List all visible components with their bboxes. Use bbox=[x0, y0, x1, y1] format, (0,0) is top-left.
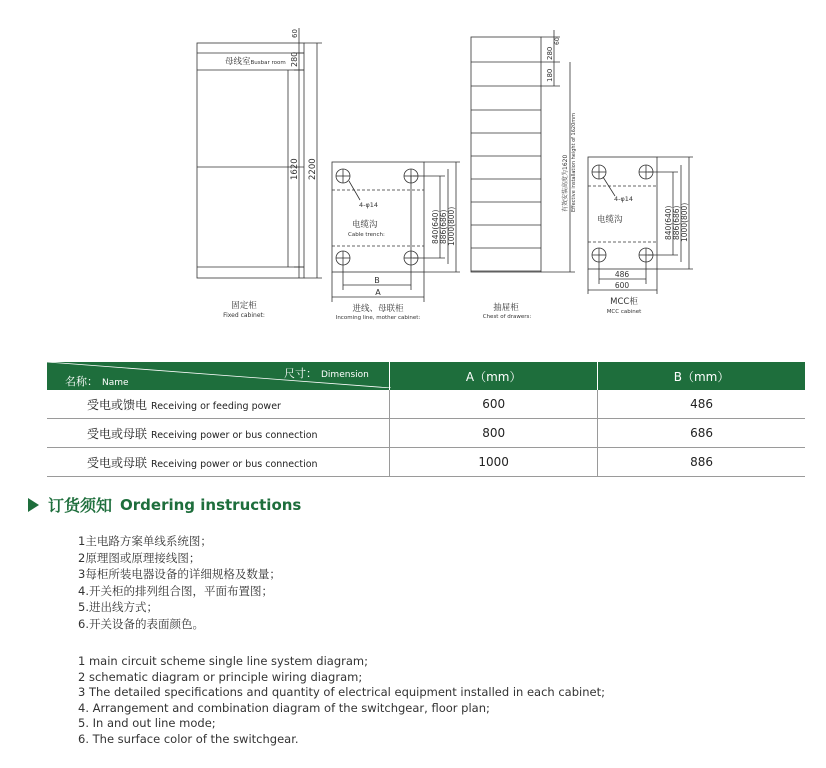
incoming-cabinet-plan bbox=[332, 162, 424, 272]
fixed-dim-60: 60 bbox=[291, 29, 299, 38]
incoming-caption-en: Incoming line, mother cabinet: bbox=[335, 315, 421, 321]
busbar-room-label: 母线室Busbar room bbox=[225, 57, 286, 67]
incoming-dim-b: B bbox=[374, 276, 380, 285]
row-name: 受电或馈电 Receiving or feeding power bbox=[47, 390, 390, 419]
table-row bbox=[47, 390, 805, 419]
mcc-dim-1000: 1000(800) bbox=[680, 202, 689, 242]
list-item: 4.开关柜的排列组合图，平面布置图； bbox=[78, 583, 273, 598]
fixed-caption-cn: 固定柜 bbox=[231, 301, 257, 311]
list-item: 5. In and out line mode; bbox=[78, 716, 216, 730]
list-item: 2原理图或原理接线图； bbox=[78, 550, 201, 565]
mcc-hole-label: 4-φ14 bbox=[614, 195, 634, 203]
cabinet-drawings bbox=[0, 0, 826, 340]
table-row bbox=[47, 448, 805, 477]
drawers-vertical-cn: 有效安装高度为1620 bbox=[562, 154, 569, 212]
mcc-dim-486: 486 bbox=[614, 270, 630, 279]
drawers-caption-en: Chest of drawers: bbox=[482, 314, 532, 320]
list-item: 5.进出线方式； bbox=[78, 600, 158, 614]
mcc-dim-886: 886(686) bbox=[672, 205, 681, 240]
incoming-trench-cn: 电缆沟 bbox=[352, 220, 378, 230]
row-b-value: 886 bbox=[598, 448, 805, 477]
list-item: 2 schematic diagram or principle wiring diagram; bbox=[78, 669, 363, 684]
triangle-bullet-icon bbox=[28, 498, 39, 512]
list-item: 6. The surface color of the switchgear. bbox=[78, 731, 299, 746]
incoming-dim-a: A bbox=[375, 288, 381, 297]
mcc-cabinet-plan bbox=[588, 157, 657, 269]
mcc-caption-en: MCC cabinet bbox=[606, 309, 642, 315]
incoming-trench-en: Cable trench: bbox=[348, 232, 385, 238]
row-b-value: 486 bbox=[598, 390, 805, 419]
fixed-dim-1620: 1620 bbox=[290, 158, 300, 180]
drawers-dim-180: 180 bbox=[546, 68, 554, 82]
drawers-caption-cn: 抽屉柜 bbox=[493, 303, 519, 313]
ordering-list-cn bbox=[78, 533, 281, 632]
list-item: 3每柜所装电器设备的详细规格及数量； bbox=[78, 567, 281, 581]
mcc-caption-cn: MCC柜 bbox=[610, 297, 638, 307]
drawers-dim-280: 280 bbox=[546, 46, 554, 60]
header-dimension-label: 尺寸： Dimension bbox=[284, 367, 369, 380]
incoming-dim-840: 840(640) bbox=[431, 209, 440, 244]
row-a-value: 800 bbox=[390, 419, 598, 448]
dimension-table bbox=[47, 362, 805, 477]
incoming-hole-label: 4-φ14 bbox=[359, 201, 379, 209]
row-name: 受电或母联 Receiving power or bus connection bbox=[47, 419, 390, 448]
header-name-label: 名称： Name bbox=[65, 375, 129, 388]
incoming-caption-cn: 进线、母联柜 bbox=[352, 304, 404, 314]
header-a-mm: A（mm） bbox=[390, 362, 598, 390]
list-item: 6.开关设备的表面颜色。 bbox=[78, 616, 204, 631]
ordering-title-cn: 订货须知 bbox=[48, 496, 113, 515]
row-name: 受电或母联 Receiving power or bus connection bbox=[47, 448, 390, 477]
drawers-vertical-en: Effective installation height of 1620mm bbox=[571, 112, 577, 212]
table-row bbox=[47, 419, 805, 448]
row-a-value: 1000 bbox=[390, 448, 598, 477]
header-b-mm: B（mm） bbox=[598, 362, 805, 390]
mcc-dim-840: 840(640) bbox=[664, 205, 673, 240]
ordering-list-en bbox=[78, 654, 605, 747]
fixed-caption-en: Fixed cabinet: bbox=[223, 312, 265, 319]
list-item: 4. Arrangement and combination diagram of the switchgear, floor plan; bbox=[78, 700, 490, 715]
table-header-row bbox=[47, 362, 805, 390]
mcc-trench-cn: 电缆沟 bbox=[597, 215, 623, 225]
list-item: 3 The detailed specifications and quantity of electrical equipment installed in each cabinet; bbox=[78, 685, 605, 699]
list-item: 1 main circuit scheme single line system diagram; bbox=[78, 654, 368, 668]
mcc-dim-600: 600 bbox=[614, 281, 630, 290]
drawers-dim-60: 60 bbox=[554, 37, 561, 45]
table-corner-header bbox=[47, 362, 390, 390]
ordering-instructions-title bbox=[28, 493, 301, 516]
incoming-dim-1000: 1000(800) bbox=[447, 206, 456, 246]
row-b-value: 686 bbox=[598, 419, 805, 448]
drawer-cabinet-outline bbox=[471, 37, 541, 272]
ordering-title-en: Ordering instructions bbox=[120, 495, 302, 514]
list-item: 1主电路方案单线系统图； bbox=[78, 534, 212, 548]
fixed-dim-280: 280 bbox=[290, 51, 299, 67]
fixed-dim-2200: 2200 bbox=[308, 158, 318, 180]
incoming-dim-886: 886(686) bbox=[439, 209, 448, 244]
row-a-value: 600 bbox=[390, 390, 598, 419]
